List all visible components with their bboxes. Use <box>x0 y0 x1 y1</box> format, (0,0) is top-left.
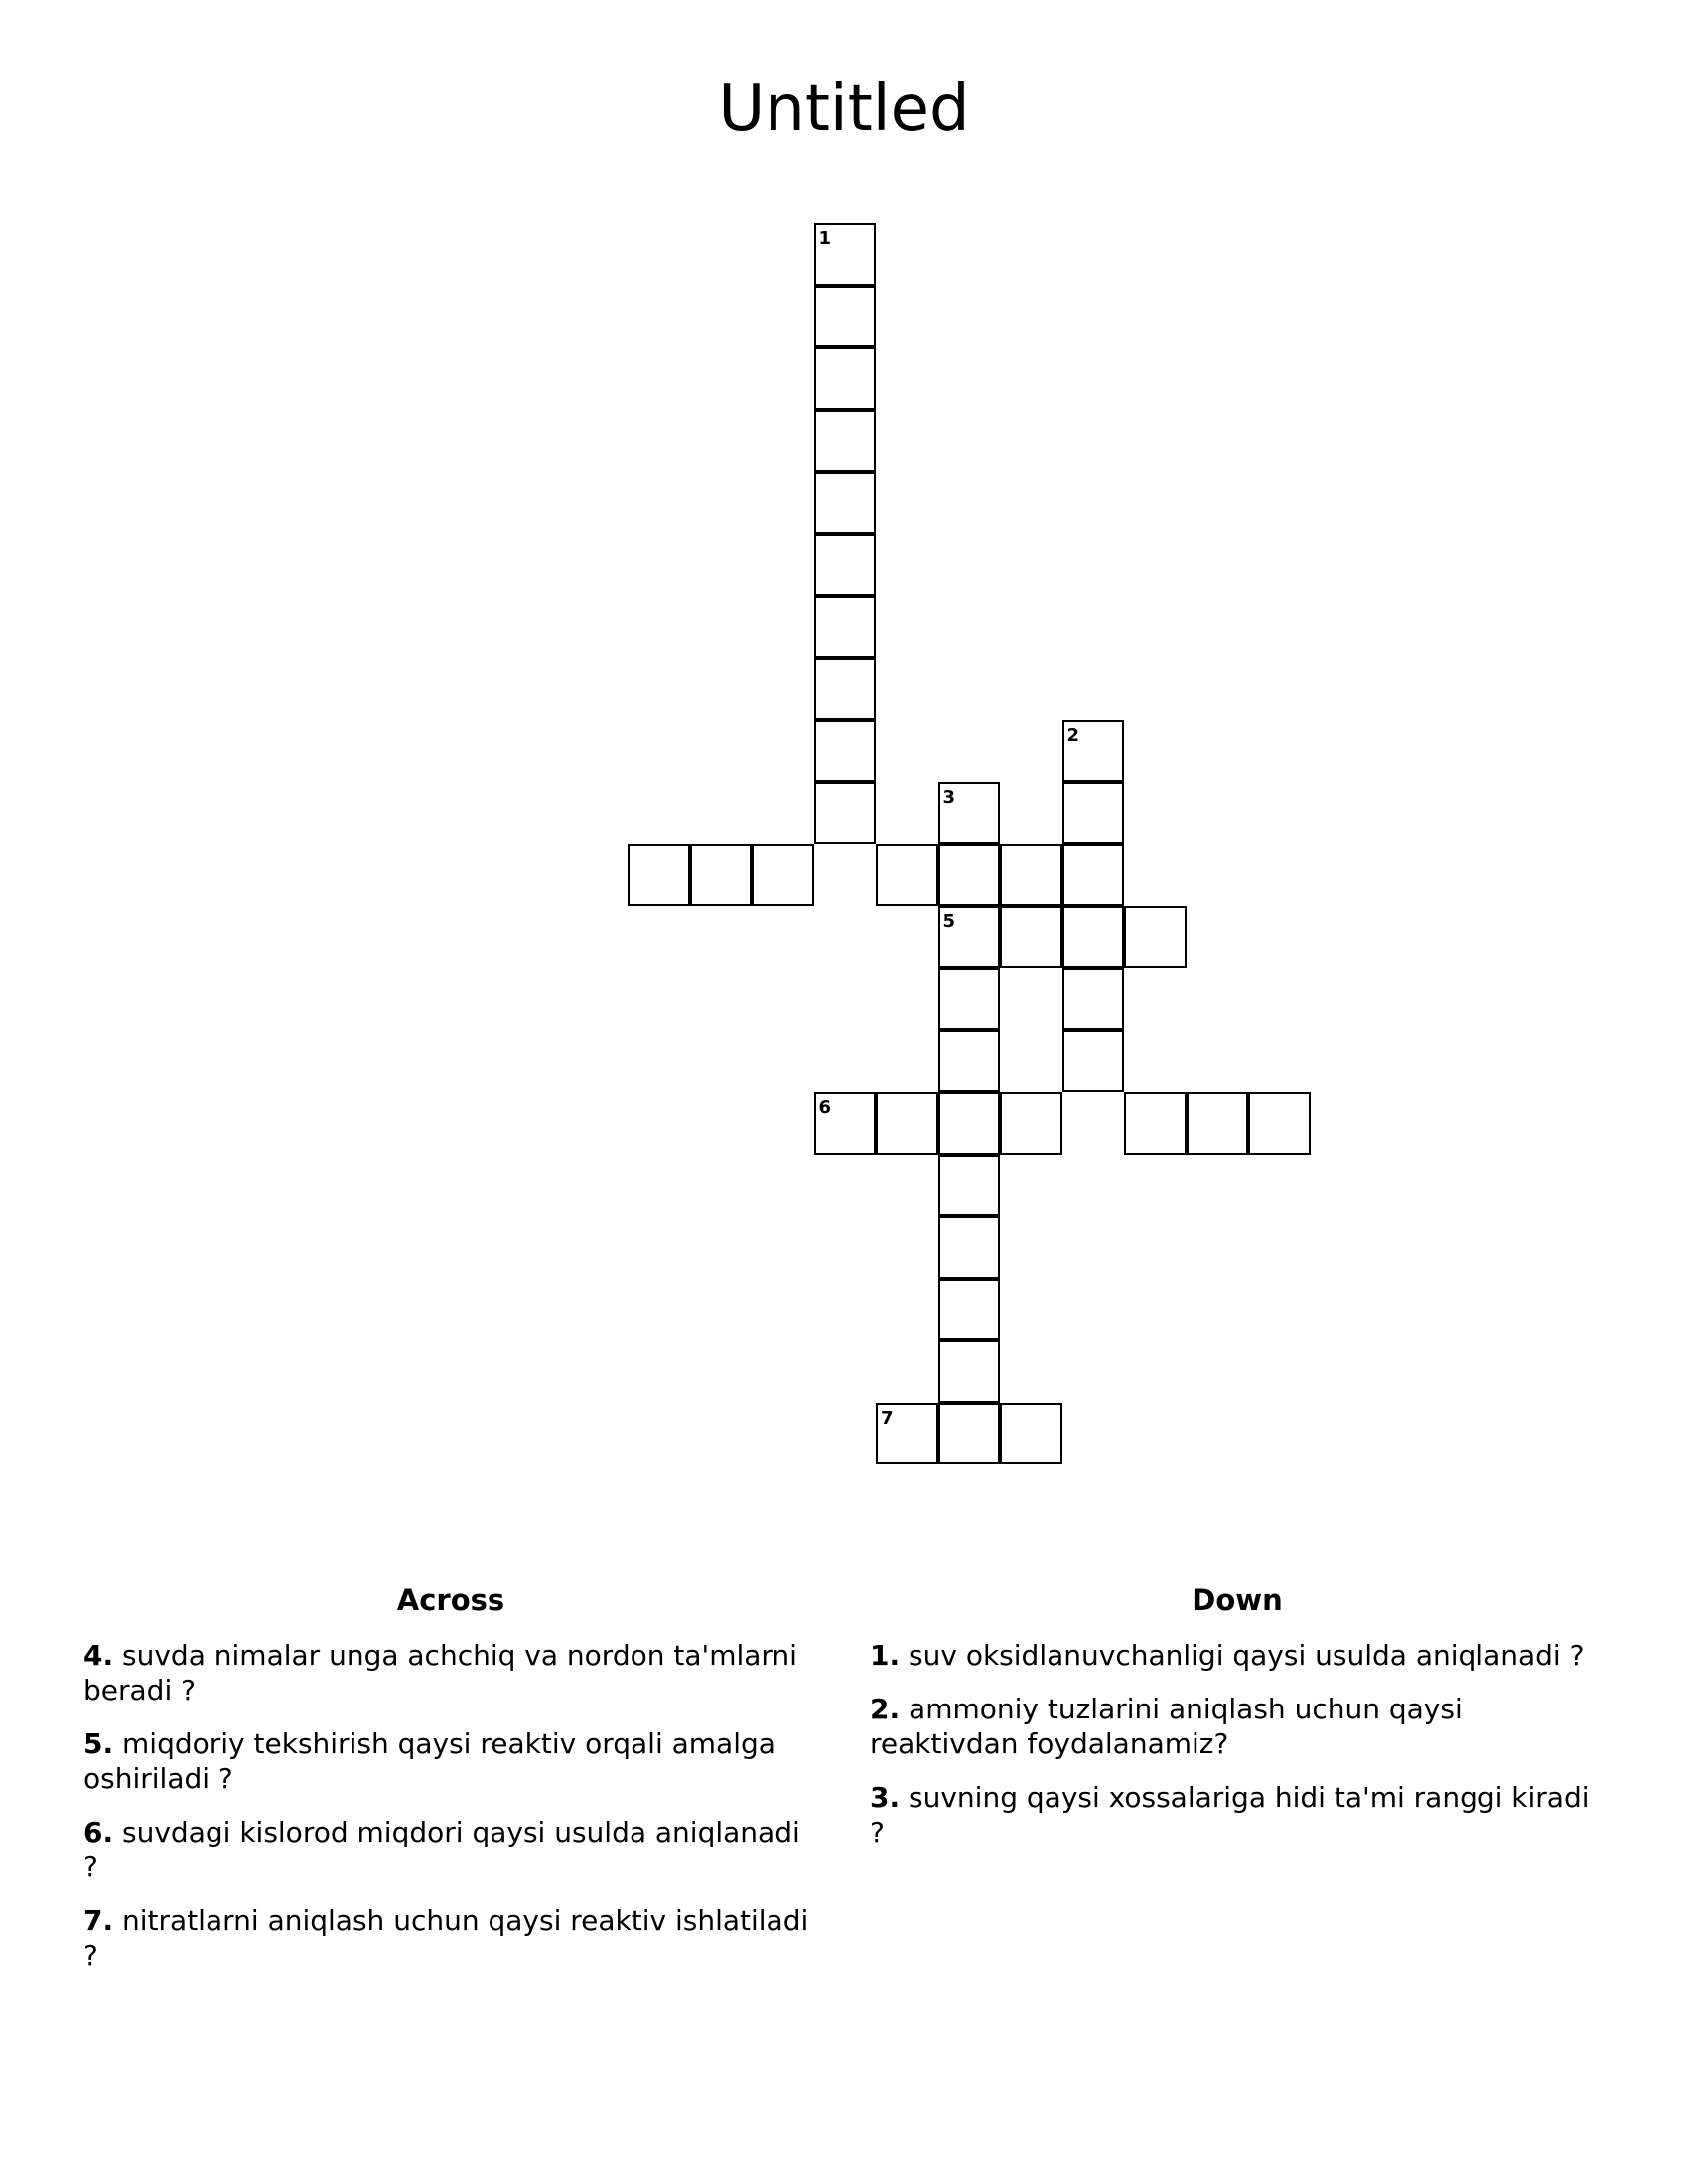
grid-cell[interactable] <box>1000 906 1062 969</box>
grid-cell[interactable] <box>814 410 877 473</box>
grid-cell[interactable] <box>938 1030 1001 1093</box>
grid-cell[interactable] <box>814 223 877 286</box>
clue-text: suvdagi kislorod miqdori qaysi usulda aniqlanadi ? <box>83 1816 800 1883</box>
clue-number: 3. <box>870 1781 901 1814</box>
grid-cell[interactable] <box>938 1092 1001 1155</box>
grid-cell[interactable] <box>752 844 814 906</box>
clue-number-label: 1 <box>818 228 832 249</box>
grid-cell[interactable] <box>1062 720 1125 782</box>
grid-cell[interactable] <box>814 286 877 348</box>
clue-number-label: 5 <box>942 910 956 932</box>
clue-number: 6. <box>83 1816 114 1848</box>
grid-cell[interactable] <box>876 844 938 906</box>
grid-cell[interactable] <box>1062 1030 1125 1093</box>
grid-cell[interactable] <box>938 968 1001 1030</box>
grid-cell[interactable] <box>876 1403 938 1465</box>
grid-cell[interactable] <box>1187 1092 1249 1155</box>
grid-cell[interactable] <box>814 347 877 410</box>
grid-cell[interactable] <box>814 658 877 721</box>
grid-cell[interactable] <box>1062 844 1125 906</box>
grid-cell[interactable] <box>938 906 1001 969</box>
grid-cell[interactable] <box>938 1403 1001 1465</box>
grid-cell[interactable] <box>1062 906 1125 969</box>
across-clue-list <box>83 1638 818 1991</box>
grid-cell[interactable] <box>938 1216 1001 1279</box>
clue-number-label: 7 <box>881 1407 894 1429</box>
across-clue <box>83 1726 818 1796</box>
across-heading: Across <box>396 1583 505 1617</box>
grid-cell[interactable] <box>1248 1092 1311 1155</box>
across-clue <box>83 1815 818 1884</box>
down-heading: Down <box>1192 1583 1283 1617</box>
clue-number-label: 3 <box>942 786 956 808</box>
clue-number: 2. <box>870 1693 901 1725</box>
grid-cell[interactable] <box>938 1155 1001 1217</box>
clue-number: 1. <box>870 1639 901 1672</box>
clue-text: nitratlarni aniqlash uchun qaysi reaktiv ishlatiladi ? <box>83 1904 809 1972</box>
grid-cell[interactable] <box>1000 1092 1062 1155</box>
grid-cell[interactable] <box>1062 782 1125 845</box>
clue-number: 5. <box>83 1727 114 1760</box>
grid-cell[interactable] <box>938 782 1001 845</box>
clue-text: suvda nimalar unga achchiq va nordon ta'mlarni beradi ? <box>83 1639 797 1706</box>
grid-cell[interactable] <box>690 844 753 906</box>
grid-cell[interactable] <box>1062 968 1125 1030</box>
grid-cell[interactable] <box>1124 906 1187 969</box>
grid-cell[interactable] <box>876 1092 938 1155</box>
grid-cell[interactable] <box>814 720 877 782</box>
clue-number: 7. <box>83 1904 114 1937</box>
clue-text: ammoniy tuzlarini aniqlash uchun qaysi reaktivdan foydalanamiz? <box>870 1693 1463 1760</box>
down-clue <box>870 1692 1605 1761</box>
clue-number-label: 6 <box>818 1097 832 1118</box>
grid-cell[interactable] <box>628 844 690 906</box>
grid-cell[interactable] <box>938 1340 1001 1403</box>
grid-cell[interactable] <box>1000 844 1062 906</box>
down-clue <box>870 1638 1605 1673</box>
grid-cell[interactable] <box>1124 1092 1187 1155</box>
grid-cell[interactable] <box>814 534 877 597</box>
grid-cell[interactable] <box>938 1279 1001 1341</box>
clue-text: miqdoriy tekshirish qaysi reaktiv orqali amalga oshiriladi ? <box>83 1727 775 1795</box>
clue-text: suvning qaysi xossalariga hidi ta'mi ranggi kiradi ? <box>870 1781 1590 1848</box>
grid-cell[interactable] <box>814 472 877 534</box>
grid-cell[interactable] <box>814 596 877 658</box>
grid-cell[interactable] <box>1000 1403 1062 1465</box>
clue-number: 4. <box>83 1639 114 1672</box>
across-clue <box>83 1903 818 1973</box>
clue-number-label: 2 <box>1066 725 1080 746</box>
down-clue-list <box>870 1638 1605 1868</box>
clue-text: suv oksidlanuvchanligi qaysi usulda aniqlanadi ? <box>909 1639 1585 1672</box>
grid-cell[interactable] <box>814 1092 877 1155</box>
page-title: Untitled <box>718 72 970 146</box>
down-clue <box>870 1780 1605 1849</box>
grid-cell[interactable] <box>938 844 1001 906</box>
grid-cell[interactable] <box>814 782 877 845</box>
across-clue <box>83 1638 818 1707</box>
